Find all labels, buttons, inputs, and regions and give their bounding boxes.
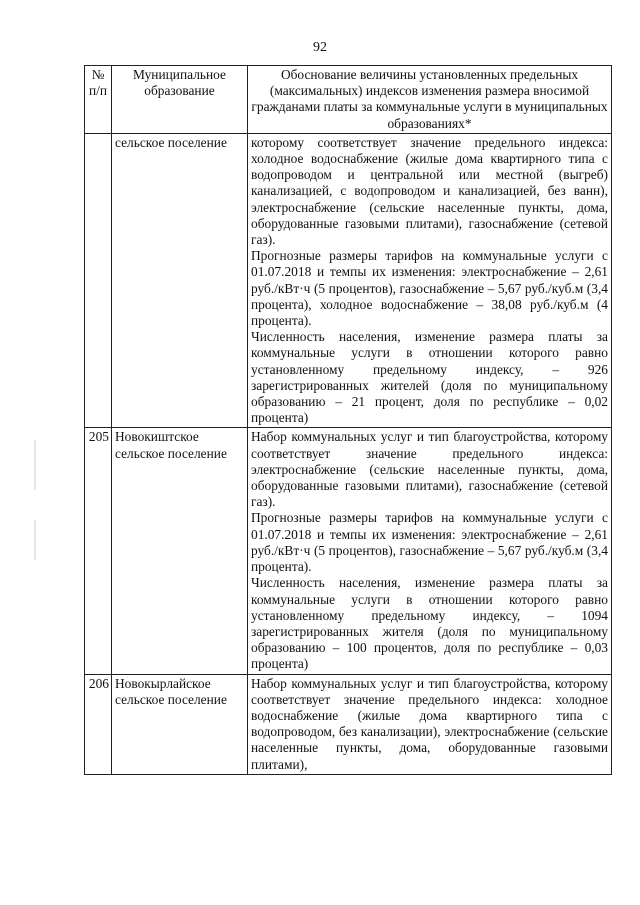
row-number: 205 xyxy=(85,428,112,674)
table-header-row xyxy=(85,66,612,134)
table-row xyxy=(85,428,612,674)
header-num: № п/п xyxy=(85,66,112,134)
row-municipality: Новокиштское сельское поселение xyxy=(112,428,248,674)
description-paragraph: которому соответствует значение предельного индекса: холодное водоснабжение (жилые дома квартирного типа с водопроводом и центральной или местной (выгреб) канализацией, с водопроводом и канализацией, без ванн), электроснабжение (сельские населенные пункты, дома, оборудованные газовыми плитами), газоснабжение (сетевой газ). xyxy=(251,134,608,248)
description-paragraph: Прогнозные размеры тарифов на коммунальные услуги с 01.07.2018 и темпы их изменения: электроснабжение – 2,61 руб./кВт·ч (5 процентов), газоснабжение – 5,67 руб./куб.м (3,4 процента). xyxy=(251,510,608,575)
row-number: 206 xyxy=(85,674,112,774)
row-description xyxy=(248,674,612,774)
header-description: Обоснование величины установленных предельных (максимальных) индексов изменения размера вносимой гражданами платы за коммунальные услуги в муниципальных образованиях* xyxy=(248,66,612,134)
tariff-justification-table xyxy=(84,65,612,775)
description-paragraph: Прогнозные размеры тарифов на коммунальные услуги с 01.07.2018 и темпы их изменения: электроснабжение – 2,61 руб./кВт·ч (5 процентов), газоснабжение – 5,67 руб./куб.м (3,4 процента), холодное водоснабжение – 38,08 руб./куб.м (4 процента). xyxy=(251,248,608,329)
description-paragraph: Набор коммунальных услуг и тип благоустройства, которому соответствует значение предельного индекса: электроснабжение (сельские населенные пункты, дома, оборудованные газовыми плитами), газоснабжение (сетевой газ). xyxy=(251,429,608,510)
scan-edge-mark xyxy=(34,520,36,560)
row-municipality: Новокырлайское сельское поселение xyxy=(112,674,248,774)
table-row xyxy=(85,674,612,774)
row-description xyxy=(248,133,612,428)
description-paragraph: Численность населения, изменение размера платы за коммунальные услуги в отношении которого равно установленному предельному индексу, – 1094 зарегистрированных жителя (доля по муниципальному образованию – 100 процентов, доля по республике – 0,03 процента) xyxy=(251,575,608,672)
description-paragraph: Численность населения, изменение размера платы за коммунальные услуги в отношении которого равно установленному предельному индексу, – 926 зарегистрированных жителей (доля по муниципальному образованию – 21 процент, доля по республике – 0,02 процента) xyxy=(251,329,608,426)
page-number: 92 xyxy=(313,40,327,55)
row-municipality: сельское поселение xyxy=(112,133,248,428)
row-number xyxy=(85,133,112,428)
description-paragraph: Набор коммунальных услуг и тип благоустройства, которому соответствует значение предельного индекса: холодное водоснабжение (жилые дома квартирного типа с водопроводом, без канализации), электроснабжение (сельские населенные пункты, дома, оборудованные газовыми плитами), xyxy=(251,675,608,772)
scan-edge-mark xyxy=(34,440,36,490)
header-municipality: Муниципальное образование xyxy=(112,66,248,134)
table-row xyxy=(85,133,612,428)
row-description xyxy=(248,428,612,674)
